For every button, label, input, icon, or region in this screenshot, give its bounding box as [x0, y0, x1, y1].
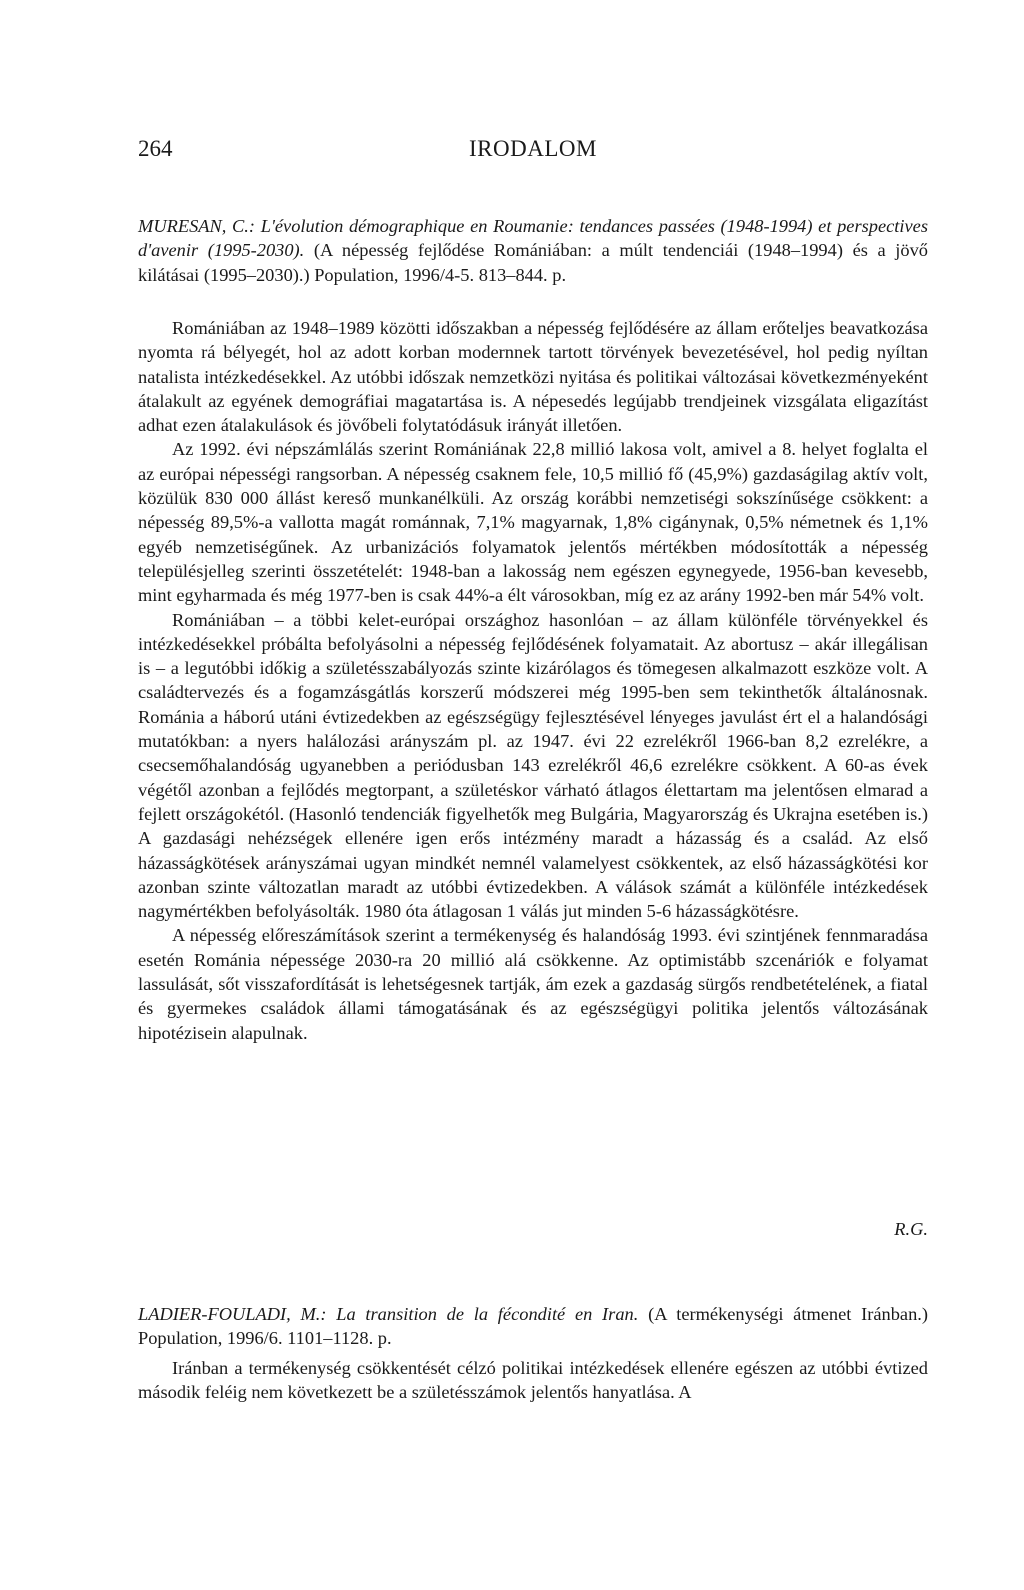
review-1-citation — [138, 214, 928, 287]
citation — [138, 1302, 928, 1351]
citation-details: (A termékenységi átmenet Iránban.) Population, 1996/6. 1101–1128. p. — [138, 1304, 929, 1349]
citation-title: La transition de la fécondité en Iran. — [336, 1304, 639, 1324]
paragraph: Romániában – a többi kelet-európai országhoz hasonlóan – az állam különféle törvényekkel és intézkedésekkel próbálta befolyásolni a népesség fejlődésének folyamatait. Az abortusz – akár illegálisan is – a legutóbbi időkig a születésszabályozás szinte kizárólagos és tömegesen alkalmazott eszköze volt. A családtervezés és a fogamzásgátlás korszerű módszerei még 1995-ben sem tekinthetők általánosnak. Románia a háború utáni évtizedekben az egészségügy fejlesztésével lényeges javulást ért el a halandósági mutatókban: a nyers halálozási arányszám pl. az 1947. évi 22 ezrelékről 1966-ban 8,2 ezrelékre, a csecsemőhalandóság ugyanebben a periódusban 143 ezrelékről 46,6 ezrelékre csökkent. A 60-as évek végétől azonban a fejlődés megtorpant, a születéskor várható átlagos élettartam ma jelentősen elmarad a fejlett országokétól. (Hasonló tendenciák figyelhetők meg Bulgária, Magyarország és Ukrajna esetében is.) A gazdasági nehézségek ellenére igen erős intézmény maradt a házasság és a család. Az első házasságkötések arányszámai ugyan mindkét nemnél valamelyest csökkentek, az első házasságkötési kor azonban szinte változatlan maradt az utóbbi évtizedekben. A válások számát a különféle intézkedések nagymértékben befolyásolták. 1980 óta átlagosan 1 válás jut minden 5-6 házasságkötésre. — [138, 609, 928, 922]
review-1-body — [138, 316, 928, 1045]
review-2-citation — [138, 1302, 928, 1351]
paragraph: Az 1992. évi népszámlálás szerint Romániának 22,8 millió lakosa volt, amivel a 8. helyet foglalta el az európai népességi rangsorban. A népesség csaknem fele, 10,5 millió fő (45,9%) gazdaságilag aktív volt, közülük 830 000 állást kereső munkanélküli. Az ország korábbi nemzetiségi sokszínűsége csökkent: a népesség 89,5%-a vallotta magát románnak, 7,1% magyarnak, 1,8% cigánynak, 0,5% németnek és 1,1% egyéb nemzetiségűnek. Az urbanizációs folyamatok jelentős mértékben módosították a népesség településjelleg szerinti összetételét: 1948-ban a lakosság nem egészen egynegyede, 1956-ban kevesebb, mint egyharmada és még 1977-ben is csak 44%-a élt városokban, míg ez az arány 1992-ben már 54% volt. — [138, 439, 928, 606]
review-2-body — [138, 1356, 928, 1405]
citation-author: LADIER-FOULADI, M.: — [138, 1304, 327, 1324]
citation-details: (A népesség fejlődése Romániában: a múlt tendenciái (1948–1994) és a jövő kilátásai (1995–2030).) Population, 1996/4-5. 813–844. p. — [138, 240, 928, 285]
paragraph: Romániában az 1948–1989 közötti időszakban a népesség fejlődésére az állam erőteljes beavatkozása nyomta rá bélyegét, hol az adott korban modernnek tartott törvények bevezetésével, hol pedig nyíltan natalista intézkedésekkel. Az utóbbi időszak nemzetközi nyitása és politikai változásai következményeként átalakult az egyének demográfiai magatartása is. A népesedés legújabb trendjeinek vizsgálata eligazítást adhat ezen átalakulások és jövőbeli folytatódásuk irányát illetően. — [138, 318, 928, 436]
citation-title: L'évolution démographique en Roumanie: tendances passées (1948-1994) et perspectives d'avenir (1995-2030). — [138, 216, 929, 261]
paragraph: Iránban a termékenység csökkentését célzó politikai intézkedések ellenére egészen az utóbbi évtized második feléig nem következett be a születésszámok jelentős hanyatlása. A — [138, 1358, 928, 1403]
page-number: 264 — [138, 136, 173, 161]
running-title: IRODALOM — [469, 136, 597, 161]
citation — [138, 214, 928, 287]
citation-author: MURESAN, C.: — [138, 216, 256, 236]
reviewer-signature: R.G. — [894, 1219, 928, 1239]
page-header — [138, 136, 928, 170]
review-1-signature-block — [138, 1217, 928, 1241]
paragraph: A népesség előreszámítások szerint a termékenység és halandóság 1993. évi szintjének fennmaradása esetén Románia népessége 2030-ra 20 millió alá csökkenne. Az optimistább szcenáriók e folyamat lassulását, sőt visszafordítását is lehetségesnek tartják, ám ezek a gazdaság sürgős rendbetételének, a fiatal és gyermekes családok állami támogatásának és az egészségügyi politika jelentős változásának hipotézisein alapulnak. — [138, 925, 928, 1043]
